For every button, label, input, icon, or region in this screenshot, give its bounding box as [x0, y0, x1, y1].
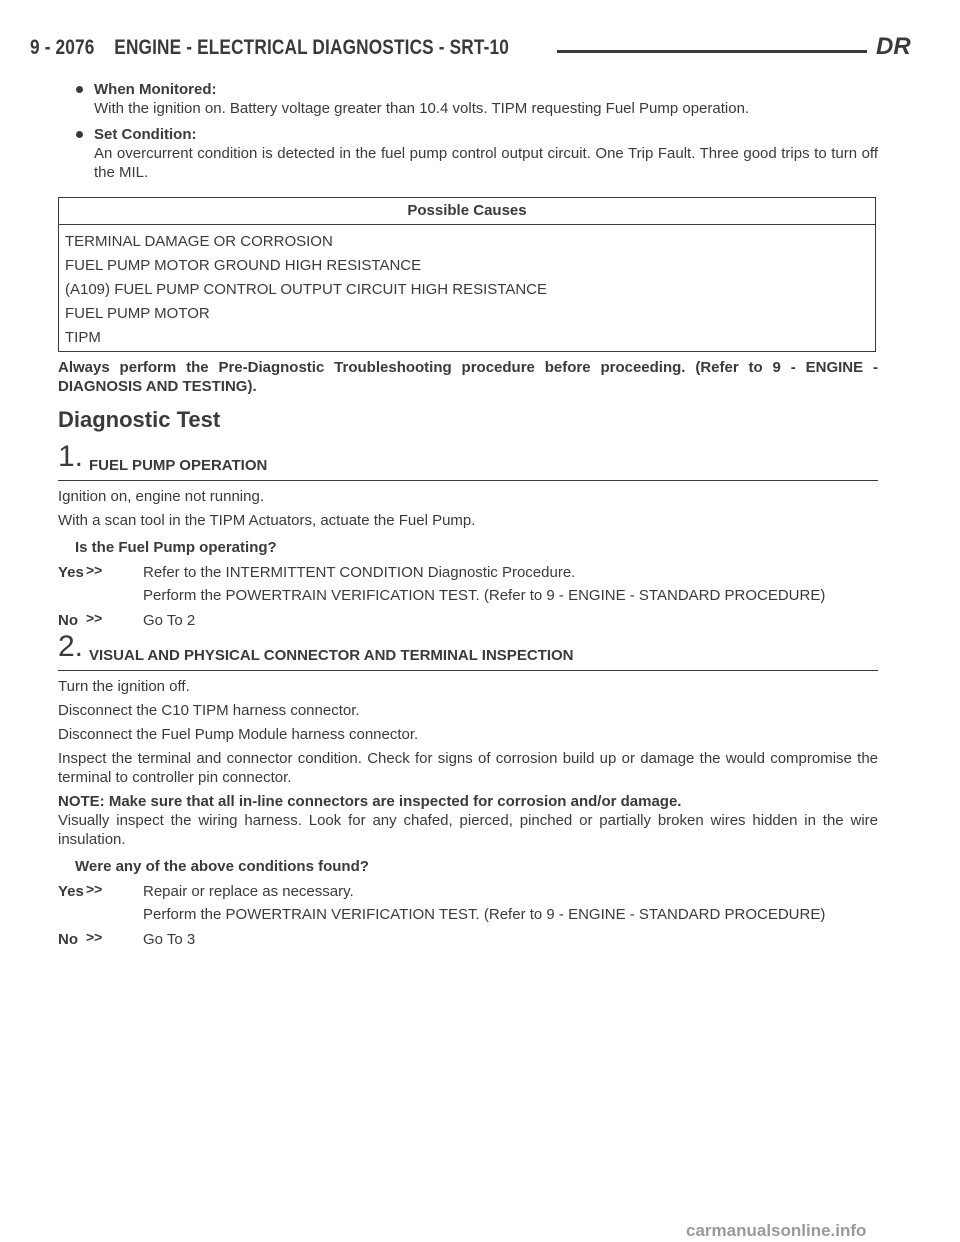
step-paragraph: Ignition on, engine not running.	[58, 488, 264, 505]
arrow-icon: >>	[86, 881, 103, 897]
arrow-icon: >>	[86, 610, 103, 626]
bullet-when-monitored	[76, 80, 878, 118]
possible-causes-table	[58, 197, 876, 352]
footer-watermark: carmanualsonline.info	[686, 1221, 867, 1240]
step-paragraph: Disconnect the C10 TIPM harness connector.	[58, 702, 360, 719]
monitor-conditions	[76, 80, 878, 189]
step-question: Were any of the above conditions found?	[75, 858, 369, 875]
bullet-title: Set Condition:	[94, 126, 197, 143]
cause-item: TIPM	[65, 329, 101, 346]
answer-no	[58, 611, 878, 630]
answer-no	[58, 930, 878, 949]
step-number: 2.	[58, 630, 84, 663]
answer-label: Yes	[58, 564, 84, 581]
bullet-title: When Monitored:	[94, 81, 217, 98]
answer-body	[58, 611, 878, 630]
cause-item: TERMINAL DAMAGE OR CORROSION	[65, 233, 333, 250]
answer-body	[58, 930, 878, 949]
cause-item: FUEL PUMP MOTOR	[65, 305, 210, 322]
possible-causes-list	[59, 225, 875, 352]
step-paragraph: With a scan tool in the TIPM Actuators, actuate the Fuel Pump.	[58, 512, 476, 529]
step-1	[58, 440, 878, 634]
pre-diagnostic-note: Always perform the Pre-Diagnostic Troubleshooting procedure before proceeding. (Refer to 9 - ENGINE - DIAGNOSIS AND TESTING).	[58, 359, 878, 395]
answer-label: Yes	[58, 883, 84, 900]
answer-yes	[58, 882, 878, 924]
bullet-set-condition	[76, 125, 878, 182]
page-header-title: 9 - 2076 ENGINE - ELECTRICAL DIAGNOSTICS - SRT-10	[30, 36, 509, 59]
step-note: NOTE: Make sure that all in-line connectors are inspected for corrosion and/or damage.	[58, 793, 682, 810]
step-paragraph: Visually inspect the wiring harness. Look for any chafed, pierced, pinched or partially broken wires hidden in the wire insulation.	[58, 812, 878, 848]
answer-label: No	[58, 612, 78, 629]
bullet-text: With the ignition on. Battery voltage greater than 10.4 volts. TIPM requesting Fuel Pump operation.	[94, 100, 750, 117]
possible-causes-heading: Possible Causes	[59, 198, 875, 225]
step-paragraph: Turn the ignition off.	[58, 678, 190, 695]
step-question: Is the Fuel Pump operating?	[75, 539, 277, 556]
answer-body	[58, 882, 878, 924]
step-header	[58, 630, 878, 671]
cause-item: FUEL PUMP MOTOR GROUND HIGH RESISTANCE	[65, 257, 422, 274]
step-paragraph: Inspect the terminal and connector condition. Check for signs of corrosion build up or damage the would compromise the terminal to controller pin connector.	[58, 750, 878, 786]
answer-line: Perform the POWERTRAIN VERIFICATION TEST. (Refer to 9 - ENGINE - STANDARD PROCEDURE)	[143, 906, 826, 923]
bullet-dot-icon	[76, 131, 83, 138]
answer-line: Repair or replace as necessary.	[143, 883, 354, 900]
bullet-dot-icon	[76, 86, 83, 93]
step-2	[58, 630, 878, 953]
step-header	[58, 440, 878, 481]
answer-line: Go To 2	[143, 612, 196, 629]
answer-label: No	[58, 931, 78, 948]
answer-line: Go To 3	[143, 931, 196, 948]
cause-item: (A109) FUEL PUMP CONTROL OUTPUT CIRCUIT HIGH RESISTANCE	[65, 281, 548, 298]
answer-line: Perform the POWERTRAIN VERIFICATION TEST. (Refer to 9 - ENGINE - STANDARD PROCEDURE)	[143, 587, 826, 604]
step-paragraph: Disconnect the Fuel Pump Module harness connector.	[58, 726, 419, 743]
step-number: 1.	[58, 440, 84, 473]
answer-yes	[58, 563, 878, 605]
arrow-icon: >>	[86, 562, 103, 578]
step-title: FUEL PUMP OPERATION	[89, 457, 268, 474]
diagnostic-test-title: Diagnostic Test	[58, 407, 221, 432]
header-section-code: DR	[876, 33, 911, 60]
bullet-text: An overcurrent condition is detected in the fuel pump control output circuit. One Trip Fault. Three good trips to turn off the MIL.	[94, 145, 878, 181]
step-title: VISUAL AND PHYSICAL CONNECTOR AND TERMINAL INSPECTION	[89, 647, 574, 664]
arrow-icon: >>	[86, 929, 103, 945]
page-header	[30, 33, 911, 66]
answer-line: Refer to the INTERMITTENT CONDITION Diagnostic Procedure.	[143, 564, 576, 581]
answer-body	[58, 563, 878, 605]
header-rule	[557, 50, 867, 53]
